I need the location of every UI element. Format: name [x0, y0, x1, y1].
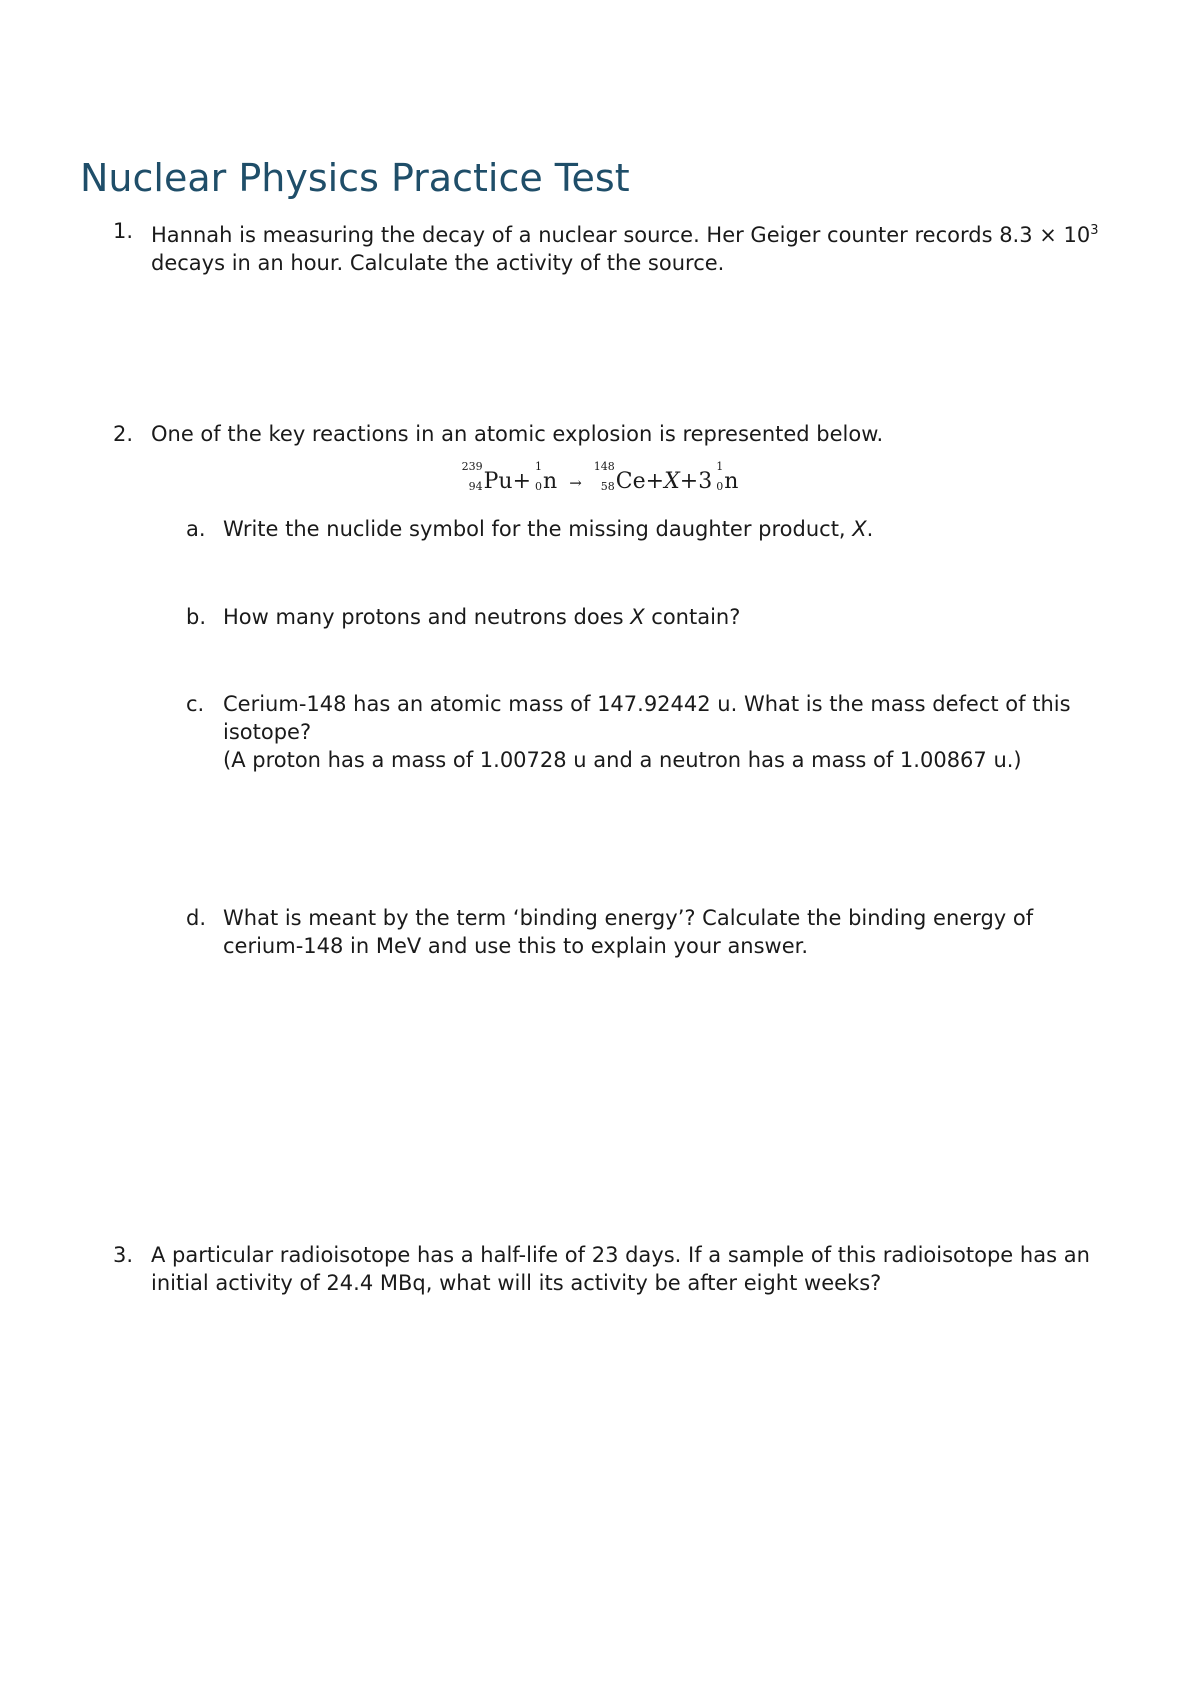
question-2b: [186, 603, 1116, 631]
part-label: a.: [186, 517, 206, 541]
part-text: [223, 515, 1116, 543]
atomic-number: 0: [716, 480, 724, 493]
part-text-segment: .: [866, 517, 874, 541]
part-text-segment: How many protons and neutrons does: [223, 605, 631, 629]
question-2: [113, 420, 1113, 448]
part-text-segment: Write the nuclide symbol for the missing daughter product,: [223, 517, 853, 541]
atomic-number: 58: [600, 480, 615, 493]
part-note: (A proton has a mass of 1.00728 u and a neutron has a mass of 1.00867 u.): [223, 748, 1022, 772]
part-text-segment: contain?: [644, 605, 741, 629]
nuclide-neutron: [531, 462, 557, 502]
part-text: [223, 603, 1116, 631]
question-number: 1.: [113, 219, 134, 243]
question-1: [113, 217, 1113, 277]
nuclide-neutron: [712, 462, 738, 502]
variable-x: X: [852, 517, 867, 541]
element-symbol: Ce: [615, 469, 646, 494]
question-2d: [186, 904, 1116, 960]
part-label: b.: [186, 605, 207, 629]
question-2a: [186, 515, 1116, 543]
atomic-number: 0: [535, 480, 543, 493]
part-label: c.: [186, 692, 205, 716]
question-3: [113, 1241, 1113, 1297]
element-symbol: Pu: [483, 469, 513, 494]
question-text-part: decays in an hour. Calculate the activity of the source.: [151, 251, 725, 275]
variable-x: X: [630, 605, 645, 629]
question-text: A particular radioisotope has a half-life of 23 days. If a sample of this radioisotope has an initial activity of 24.4 MBq, what will its activity be after eight weeks?: [151, 1243, 1090, 1295]
coefficient: 3: [698, 469, 713, 494]
part-label: d.: [186, 906, 207, 930]
plus-sign: +: [679, 469, 699, 494]
question-text-part: Hannah is measuring the decay of a nuclear source. Her Geiger counter records 8.3 × 10: [151, 223, 1091, 247]
mass-number: 1: [716, 460, 724, 473]
mass-number: 148: [593, 460, 615, 473]
question-2c: [186, 690, 1116, 774]
question-text: One of the key reactions in an atomic explosion is represented below.: [151, 422, 884, 446]
part-text-line: Cerium-148 has an atomic mass of 147.92442 u. What is the mass defect of this isotope?: [223, 692, 1071, 744]
plus-sign: +: [645, 469, 665, 494]
reaction-arrow: →: [569, 474, 582, 492]
exponent: 3: [1090, 223, 1099, 238]
question-number: 2.: [113, 422, 134, 446]
page-title: Nuclear Physics Practice Test: [80, 156, 630, 200]
mass-number: 239: [461, 460, 483, 473]
atomic-number: 94: [468, 480, 483, 493]
mass-number: 1: [535, 460, 543, 473]
question-number: 3.: [113, 1243, 134, 1267]
question-text: [151, 217, 1113, 277]
unknown-product: X: [664, 469, 680, 494]
plus-sign: +: [512, 469, 532, 494]
element-symbol: n: [724, 469, 739, 494]
nuclear-equation: [0, 462, 1200, 503]
element-symbol: n: [543, 469, 558, 494]
part-text: [223, 690, 1116, 774]
part-text: What is meant by the term ‘binding energy’? Calculate the binding energy of cerium-148 in MeV and use this to explain your answer.: [223, 906, 1034, 958]
nuclide-plutonium: [462, 462, 513, 502]
nuclide-cerium: [594, 462, 646, 502]
